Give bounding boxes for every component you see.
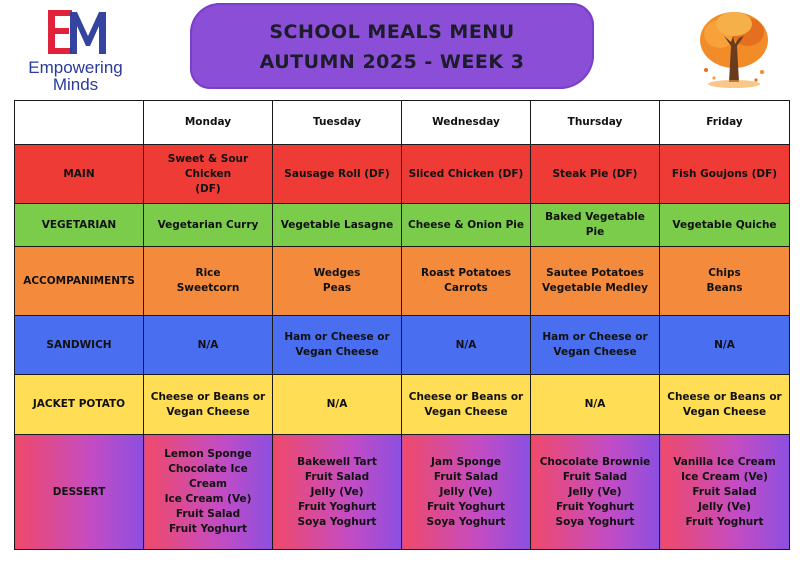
- menu-cell-friday: [660, 145, 790, 204]
- menu-item: N/A: [714, 338, 735, 351]
- menu-item: Chocolate Brownie: [539, 455, 651, 468]
- menu-cell-wednesday: [402, 316, 531, 375]
- menu-item: Fruit Yoghurt: [685, 515, 764, 528]
- logo-text-line2: Minds: [52, 75, 99, 94]
- menu-item: Vegan Cheese: [553, 346, 637, 358]
- menu-item: Soya Yoghurt: [555, 515, 635, 528]
- menu-cell-monday: [144, 316, 273, 375]
- menu-cell-friday: [660, 247, 790, 316]
- menu-item: N/A: [326, 398, 348, 410]
- menu-item: Fruit Yoghurt: [298, 500, 376, 513]
- day-header: Monday: [144, 101, 273, 145]
- menu-cell-monday: [144, 204, 273, 247]
- menu-cell-thursday: [531, 316, 660, 375]
- menu-cell-monday: [144, 435, 273, 550]
- menu-item: Fruit Yoghurt: [427, 500, 505, 513]
- menu-cell-thursday: [531, 145, 660, 204]
- menu-item: Ham or Cheese or: [542, 331, 648, 343]
- menu-cell-tuesday: [273, 247, 402, 316]
- menu-item: Rice: [195, 267, 221, 279]
- menu-cell-monday: [144, 375, 273, 435]
- row-vegetarian: [15, 204, 790, 247]
- row-label: MAIN: [15, 145, 144, 204]
- menu-cell-thursday: [531, 204, 660, 247]
- menu-item: Vegetable Lasagne: [280, 218, 394, 231]
- menu-item: Vegetable Quiche: [672, 218, 777, 231]
- row-accompaniments: [15, 247, 790, 316]
- menu-item: Cheese or Beans or: [667, 390, 782, 403]
- menu-item: N/A: [197, 338, 219, 351]
- row-jacket-potato: [15, 375, 790, 435]
- menu-item: Sausage Roll (DF): [284, 167, 390, 180]
- menu-item: Vegan Cheese: [295, 346, 379, 358]
- day-header: Friday: [660, 101, 790, 145]
- menu-item: Ice Cream (Ve): [164, 493, 252, 505]
- meals-menu-table: [14, 100, 790, 550]
- menu-cell-thursday: [531, 435, 660, 550]
- menu-item: Jelly (Ve): [568, 485, 622, 498]
- day-header: Thursday: [531, 101, 660, 145]
- menu-cell-monday: [144, 247, 273, 316]
- menu-cell-friday: [660, 375, 790, 435]
- menu-cell-tuesday: [273, 375, 402, 435]
- menu-cell-wednesday: [402, 204, 531, 247]
- menu-item: Fruit Salad: [692, 485, 757, 498]
- menu-item: Vanilla Ice Cream: [673, 455, 776, 468]
- menu-item: Cheese or Beans or: [150, 390, 266, 403]
- menu-item: Sautee Potatoes: [546, 267, 644, 279]
- menu-item: Ham or Cheese or: [284, 331, 390, 343]
- menu-item: Fruit Salad: [175, 508, 241, 520]
- menu-item: Fruit Salad: [304, 470, 370, 483]
- menu-item: Vegan Cheese: [166, 405, 250, 418]
- menu-item: Lemon Sponge: [164, 448, 252, 460]
- menu-cell-tuesday: [273, 316, 402, 375]
- menu-item: Bakewell Tart: [297, 455, 377, 468]
- menu-item: Fruit Salad: [433, 470, 499, 483]
- menu-cell-wednesday: [402, 375, 531, 435]
- menu-item: Soya Yoghurt: [297, 515, 377, 528]
- menu-item: Baked Vegetable Pie: [545, 211, 645, 238]
- menu-item: Vegan Cheese: [424, 405, 508, 418]
- menu-cell-tuesday: [273, 204, 402, 247]
- menu-item: Wedges: [313, 267, 361, 279]
- menu-cell-thursday: [531, 375, 660, 435]
- row-sandwich: [15, 316, 790, 375]
- menu-cell-monday: [144, 145, 273, 204]
- day-header: Tuesday: [273, 101, 402, 145]
- empowering-minds-logo: [18, 6, 133, 92]
- menu-item: Sweet & Sour Chicken: [167, 152, 249, 180]
- menu-item: Fruit Yoghurt: [556, 500, 634, 513]
- menu-item: Cheese & Onion Pie: [407, 218, 525, 231]
- page-title: SCHOOL MEALS MENU: [269, 21, 515, 43]
- menu-item: Fish Goujons (DF): [671, 167, 778, 180]
- day-header: Wednesday: [402, 101, 531, 145]
- row-main: [15, 145, 790, 204]
- menu-item: Vegan Cheese: [682, 405, 767, 418]
- menu-cell-friday: [660, 204, 790, 247]
- menu-item: Sliced Chicken (DF): [408, 167, 524, 180]
- title-banner: [190, 3, 594, 89]
- menu-item: Vegetarian Curry: [157, 218, 259, 231]
- menu-cell-tuesday: [273, 145, 402, 204]
- autumn-tree-icon: [692, 6, 776, 90]
- corner-cell: [15, 101, 144, 145]
- menu-item: Steak Pie (DF): [552, 167, 638, 180]
- menu-cell-thursday: [531, 247, 660, 316]
- menu-cell-wednesday: [402, 247, 531, 316]
- menu-item: Jelly (Ve): [310, 485, 364, 498]
- menu-item: Fruit Salad: [562, 470, 628, 483]
- menu-item: Jelly (Ve): [439, 485, 493, 498]
- menu-item: Fruit Yoghurt: [169, 523, 247, 535]
- row-dessert: [15, 435, 790, 550]
- menu-item: Carrots: [444, 282, 488, 294]
- menu-cell-friday: [660, 316, 790, 375]
- row-label: SANDWICH: [15, 316, 144, 375]
- row-label: ACCOMPANIMENTS: [15, 247, 144, 316]
- menu-item: Jelly (Ve): [698, 500, 751, 513]
- header-row: [15, 101, 790, 145]
- menu-item: Beans: [706, 282, 743, 294]
- menu-item: Cheese or Beans or: [408, 390, 524, 403]
- logo-text-line1: Empowering: [28, 58, 123, 77]
- menu-item: Ice Cream (Ve): [681, 470, 768, 483]
- menu-cell-wednesday: [402, 145, 531, 204]
- menu-item: Roast Potatoes: [421, 267, 511, 279]
- page-subtitle: AUTUMN 2025 - WEEK 3: [259, 51, 525, 73]
- menu-item: Chips: [708, 267, 741, 279]
- menu-item: Soya Yoghurt: [426, 515, 506, 528]
- menu-item: Jam Sponge: [431, 455, 501, 468]
- menu-item: Sweetcorn: [176, 282, 240, 294]
- menu-item: N/A: [455, 338, 477, 351]
- menu-item: Chocolate Ice Cream: [168, 463, 248, 490]
- menu-item: Vegetable Medley: [542, 282, 648, 294]
- row-label: VEGETARIAN: [15, 204, 144, 247]
- empowering-minds-logo-icon: [42, 6, 108, 58]
- menu-cell-wednesday: [402, 435, 531, 550]
- row-label: DESSERT: [15, 435, 144, 550]
- menu-cell-tuesday: [273, 435, 402, 550]
- menu-item: N/A: [584, 398, 606, 410]
- row-label: JACKET POTATO: [15, 375, 144, 435]
- menu-item: Peas: [322, 282, 352, 294]
- menu-cell-friday: [660, 435, 790, 550]
- menu-item: (DF): [195, 182, 221, 195]
